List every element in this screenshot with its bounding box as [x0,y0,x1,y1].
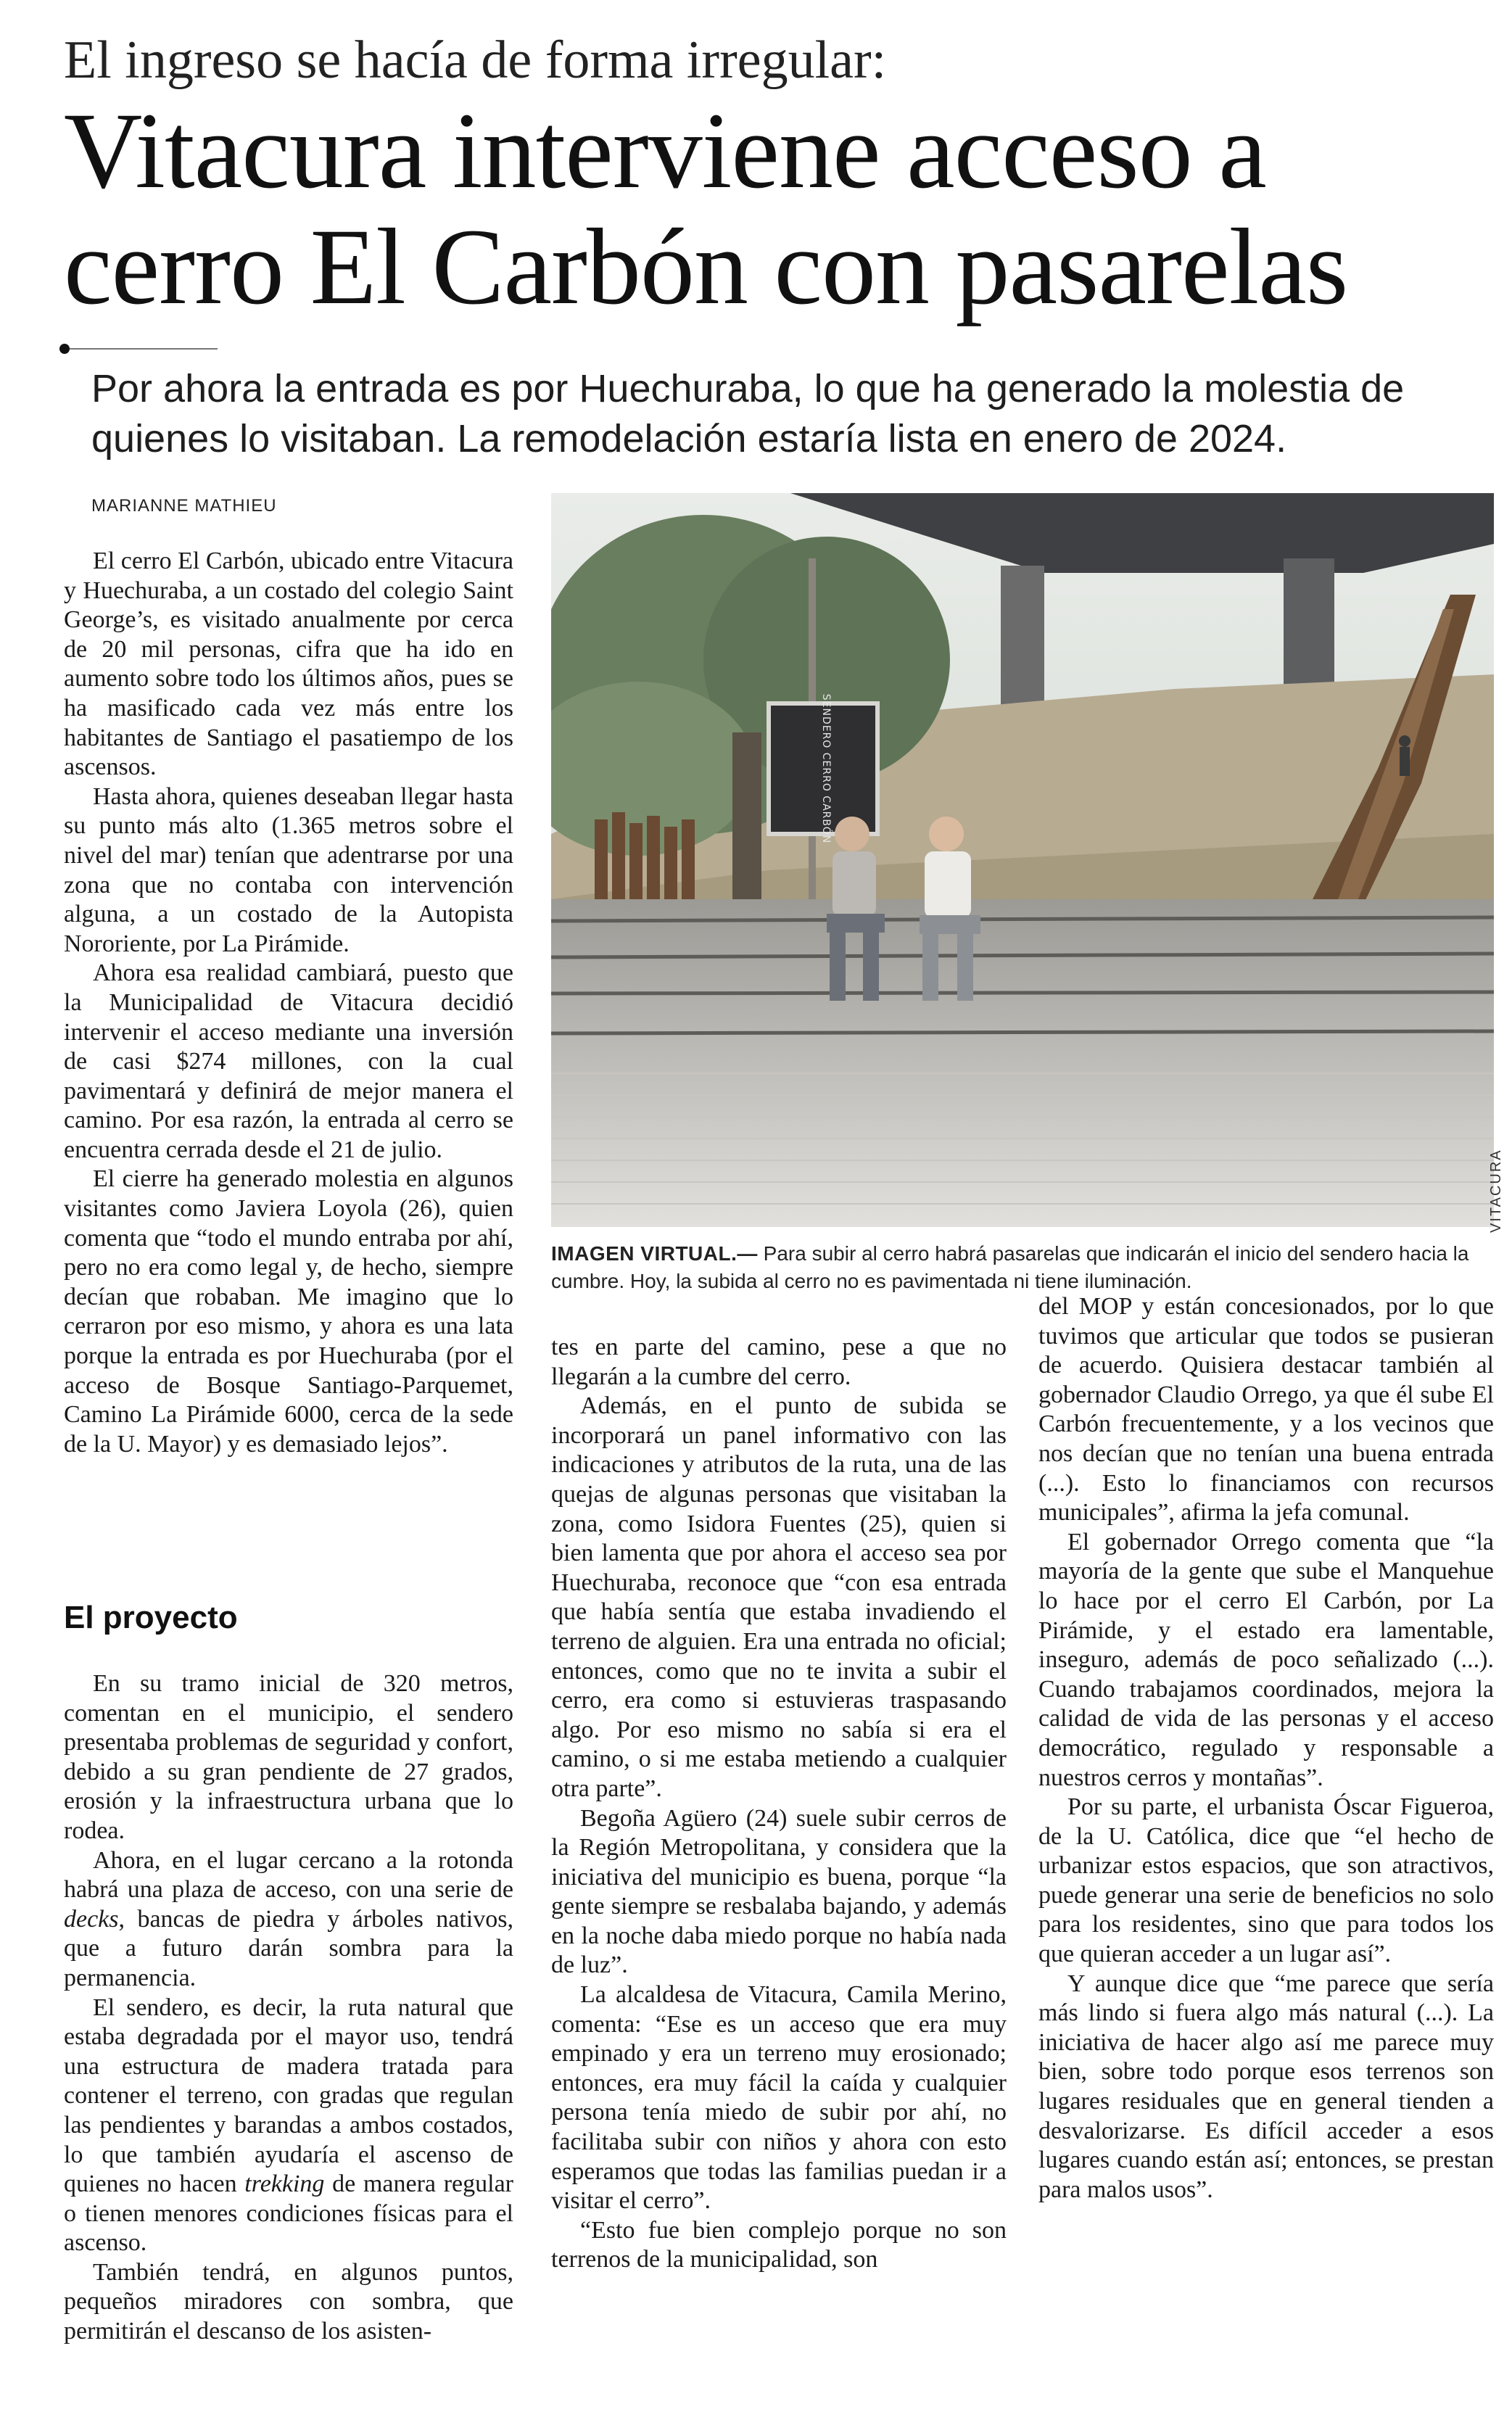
rendering-photo [551,493,1494,1227]
paragraph: El gobernador Orrego comenta que “la mayoría de la gente que sube el Manquehue lo hace por el cerro El Carbón, por La Pirámide, y el estado era lamentable, inseguro, además de poco señalizado (...). Cuando trabajamos coordinados, mejora la calidad de vida de las personas y el acceso democrático, regulado y responsable a nuestros cerros y montañas”. [1038,1528,1494,1791]
paragraph: También tendrá, en algunos puntos, pequeños miradores con sombra, que permitirán el descanso de los asisten- [64,2258,513,2345]
text-run: , bancas de piedra y árboles nativos, que a futuro darán sombra para la permanencia. [64,1905,513,1991]
paragraph: Ahora esa realidad cambiará, puesto que la Municipalidad de Vitacura decidió intervenir el acceso mediante una inversión de casi $274 millones, con la cual pavimentará y definirá de mejor manera el camino. Por esa razón, la entrada al cerro se encuentra cerrada desde el 21 de julio. [64,959,513,1163]
caption-label: IMAGEN VIRTUAL.— [551,1242,758,1265]
paragraph: Y aunque dice que “me parece que sería más lindo si fuera algo más natural (...). La iniciativa de hacer algo así me parece muy bien, sobre todo porque esos terrenos son lugares residuales que en general tienden a desvalorizarse. Es difícil acceder a esos lugares cuando están así; entonces, se prestan para malos usos”. [1038,1970,1494,2203]
text-run: El sendero, es decir, la ruta natural que estaba degradada por el mayor uso, tendrá una estructura de madera tratada para contener el terreno, con gradas que regulan las pendientes y barandas a ambos costados, lo que también ayudaría el ascenso de quienes no hacen [64,1994,513,2198]
byline: MARIANNE MATHIEU [91,496,277,516]
paragraph [64,1994,513,2258]
bullet-rule [59,341,219,358]
paragraph: Hasta ahora, quienes deseaban llegar hasta su punto más alto (1.365 metros sobre el nivel del mar) tenían que adentrarse por una zona que no contaba con intervención alguna, a un costado de la Autopista Nororiente, por La Pirámide. [64,782,513,957]
kicker: El ingreso se hacía de forma irregular: [64,30,887,90]
text-run: de manera regular o tienen menores condiciones físicas para el ascenso. [64,2170,513,2257]
subheadline: Por ahora la entrada es por Huechuraba, lo que ha generado la molestia de quienes lo visitaban. La remodelación estaría lista en enero de 2024. [91,367,1405,460]
paragraph: La alcaldesa de Vitacura, Camila Merino, comenta: “Ese es un acceso que era muy empinado y era un terreno muy erosionado; entonces, era muy fácil la caída y cualquier persona tenía miedo de subir por ahí, no facilitaba subir con niños y ahora con esto esperamos que todas las familias puedan ir a visitar el cerro”. [551,1981,1007,2215]
headline-line-1: Vitacura interviene acceso a [64,91,1266,211]
headline-line-2: cerro El Carbón con pasarelas [64,207,1348,327]
bullet-dot [59,344,70,354]
caption-text: Para subir al cerro habrá pasarelas que indicarán el inicio del sendero hacia la cumbre. Hoy, la subida al cerro no es pavimentada ni tiene iluminación. [551,1242,1469,1292]
paragraph: El cerro El Carbón, ubicado entre Vitacura y Huechuraba, a un costado del colegio Saint George’s, es visitado anualmente por cerca de 20 mil personas, cifra que ha ido en aumento sobre todo los últimos años, pues se ha masificado cada vez más entre los habitantes de Santiago el pasatiempo de los ascensos. [64,548,513,781]
paragraph [64,1846,513,1994]
paragraph: Además, en el punto de subida se incorporará un panel informativo con las indicaciones y atributos de la ruta, una de las quejas de algunas personas que visitaban la zona, como Isidora Fuentes (25), quien si bien lamenta que por ahora el acceso sea por Huechuraba, reconoce que “con esa entrada que había sentía que estaba invadiendo el terreno de alguien. Era una entrada no oficial; entonces, como que no te invita a subir el cerro, era como si estuvieras traspasando algo. Por eso mismo no sabía si era el camino, o si me estaba metiendo a cualquier otra parte”. [551,1392,1007,1802]
paragraph: tes en parte del camino, pese a que no llegarán a la cumbre del cerro. [551,1334,1007,1390]
paragraph: Por su parte, el urbanista Óscar Figueroa, de la U. Católica, dice que “el hecho de urbanizar estos espacios, que son atractivos, puede generar una serie de beneficios no solo para los residentes, sino que para todos los que quieran acceder a un lugar así”. [1038,1793,1494,1968]
article-column-1-continued [64,1669,513,2347]
text-run: Ahora, en el lugar cercano a la rotonda habrá una plaza de acceso, con una serie de [64,1846,513,1904]
paragraph: Begoña Agüero (24) suele subir cerros de la Región Metropolitana, y considera que la iniciativa del municipio es buena, porque “la gente siempre se resbalaba bajando, y además en la noche daba miedo porque no había nada de luz”. [551,1804,1007,1979]
article-column-1 [64,547,513,1459]
sign-text: SENDERO CERRO CARBÓN [820,693,832,844]
photo-caption [551,1240,1494,1295]
section-title: El proyecto [64,1600,238,1635]
photo-credit: VITACURA [1488,1149,1504,1233]
rule-line [70,348,218,350]
article-column-2 [551,1333,1007,2275]
paragraph: del MOP y están concesionados, por lo que tuvimos que articular que todos se pusieran de acuerdo. Quisiera destacar también al gobernador Claudio Orrego, ya que él sube El Carbón frecuentemente, y a los vecinos que nos decían que no tenían una buena entrada (...). Esto lo financiamos con recursos municipales”, afirma la jefa comunal. [1038,1293,1494,1527]
paragraph: En su tramo inicial de 320 metros, comentan en el municipio, el sendero presentaba problemas de seguridad y confort, debido a su gran pendiente de 27 grados, erosión y la infraestructura urbana que lo rodea. [64,1670,513,1844]
paragraph: El cierre ha generado molestia en algunos visitantes como Javiera Loyola (26), quien comenta que “todo el mundo entraba por ahí, pero no era como legal y, de hecho, siempre decían que robaban. Me imagino que lo cerraron por eso mismo, y ahora es una lata porque la entrada es por Huechuraba (por el acceso de Bosque Santiago-Parquemet, Camino La Pirámide 6000, cerca de la sede de la U. Mayor) y es demasiado lejos”. [64,1165,513,1458]
paragraph: “Esto fue bien complejo porque no son terrenos de la municipalidad, son [551,2216,1007,2273]
headline [64,93,1485,325]
article-column-3 [1038,1292,1494,2205]
italic-term: trekking [244,2170,325,2198]
italic-term: decks [64,1905,119,1933]
